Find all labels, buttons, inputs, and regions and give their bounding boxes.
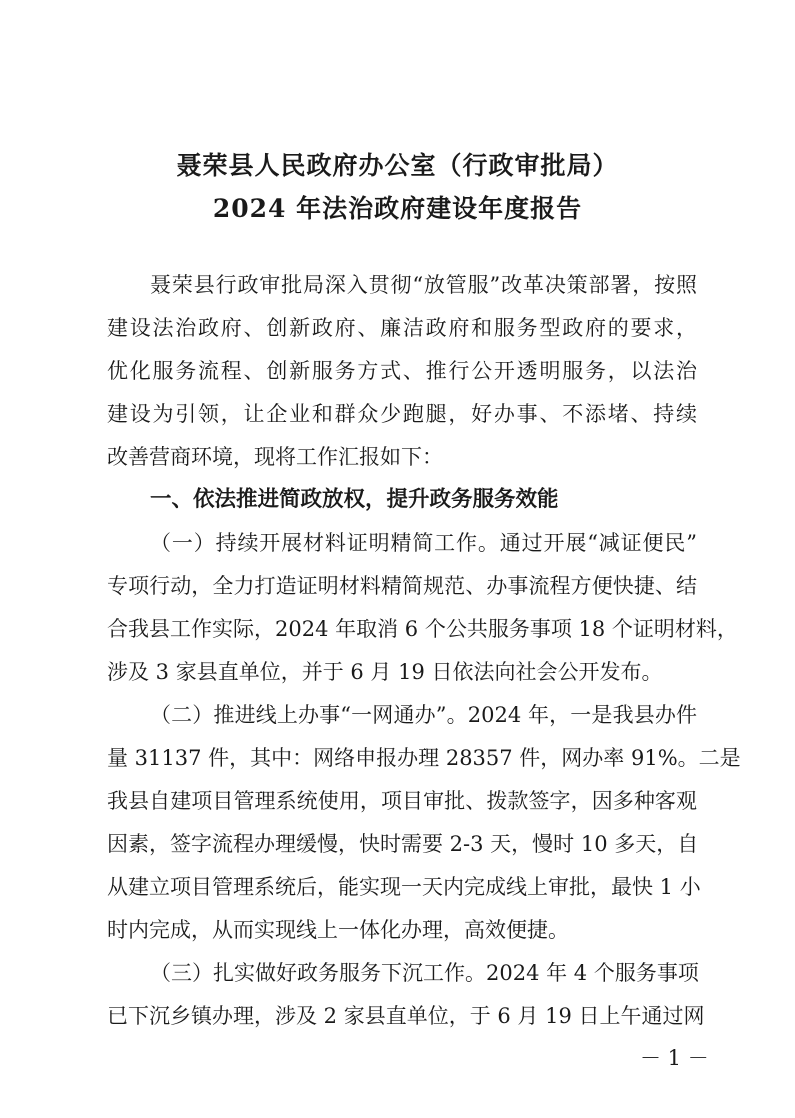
- page-number: － 1 －: [640, 1046, 709, 1070]
- paragraph-line: 已下沉乡镇办理，涉及 2 家县直单位，于 6 月 19 日上午通过网: [107, 1004, 705, 1028]
- paragraph-line: （二）推进线上办事“一网通办”。2024 年，一是我县办件: [150, 703, 697, 727]
- paragraph-line: 从建立项目管理系统后，能实现一天内完成线上审批，最快 1 小: [107, 875, 701, 899]
- paragraph-line: 专项行动，全力打造证明材料精简规范、办事流程方便快捷、结: [107, 574, 697, 598]
- paragraph-line: 建设法治政府、创新政府、廉洁政府和服务型政府的要求，: [107, 316, 697, 340]
- paragraph-line: 合我县工作实际，2024 年取消 6 个公共服务事项 18 个证明材料，: [107, 617, 738, 641]
- paragraph-line: 建设为引领，让企业和群众少跑腿，好办事、不添堵、持续: [107, 402, 697, 426]
- section-heading: 一、依法推进简政放权，提升政务服务效能: [150, 487, 559, 512]
- paragraph-line: （一）持续开展材料证明精简工作。通过开展“减证便民”: [150, 531, 697, 555]
- paragraph-line: 聂荣县行政审批局深入贯彻“放管服”改革决策部署，按照: [150, 273, 697, 297]
- paragraph-line: 因素，签字流程办理缓慢，快时需要 2-3 天，慢时 10 多天，自: [107, 832, 699, 856]
- document-title-line-1: 聂荣县人民政府办公室（行政审批局）: [176, 151, 619, 180]
- document-title-line-2: 2024 年法治政府建设年度报告: [212, 194, 583, 223]
- paragraph-line: 时内完成，从而实现线上一体化办理，高效便捷。: [107, 918, 569, 942]
- paragraph-line: 改善营商环境，现将工作汇报如下：: [107, 445, 443, 469]
- paragraph-line: 涉及 3 家县直单位，并于 6 月 19 日依法向社会公开发布。: [107, 660, 663, 684]
- paragraph-line: 我县自建项目管理系统使用，项目审批、拨款签字，因多种客观: [107, 789, 697, 813]
- paragraph-line: 优化服务流程、创新服务方式、推行公开透明服务，以法治: [107, 359, 697, 383]
- paragraph-line: 量 31137 件，其中：网络申报办理 28357 件，网办率 91%。二是: [107, 746, 741, 770]
- paragraph-line: （三）扎实做好政务服务下沉工作。2024 年 4 个服务事项: [150, 961, 699, 985]
